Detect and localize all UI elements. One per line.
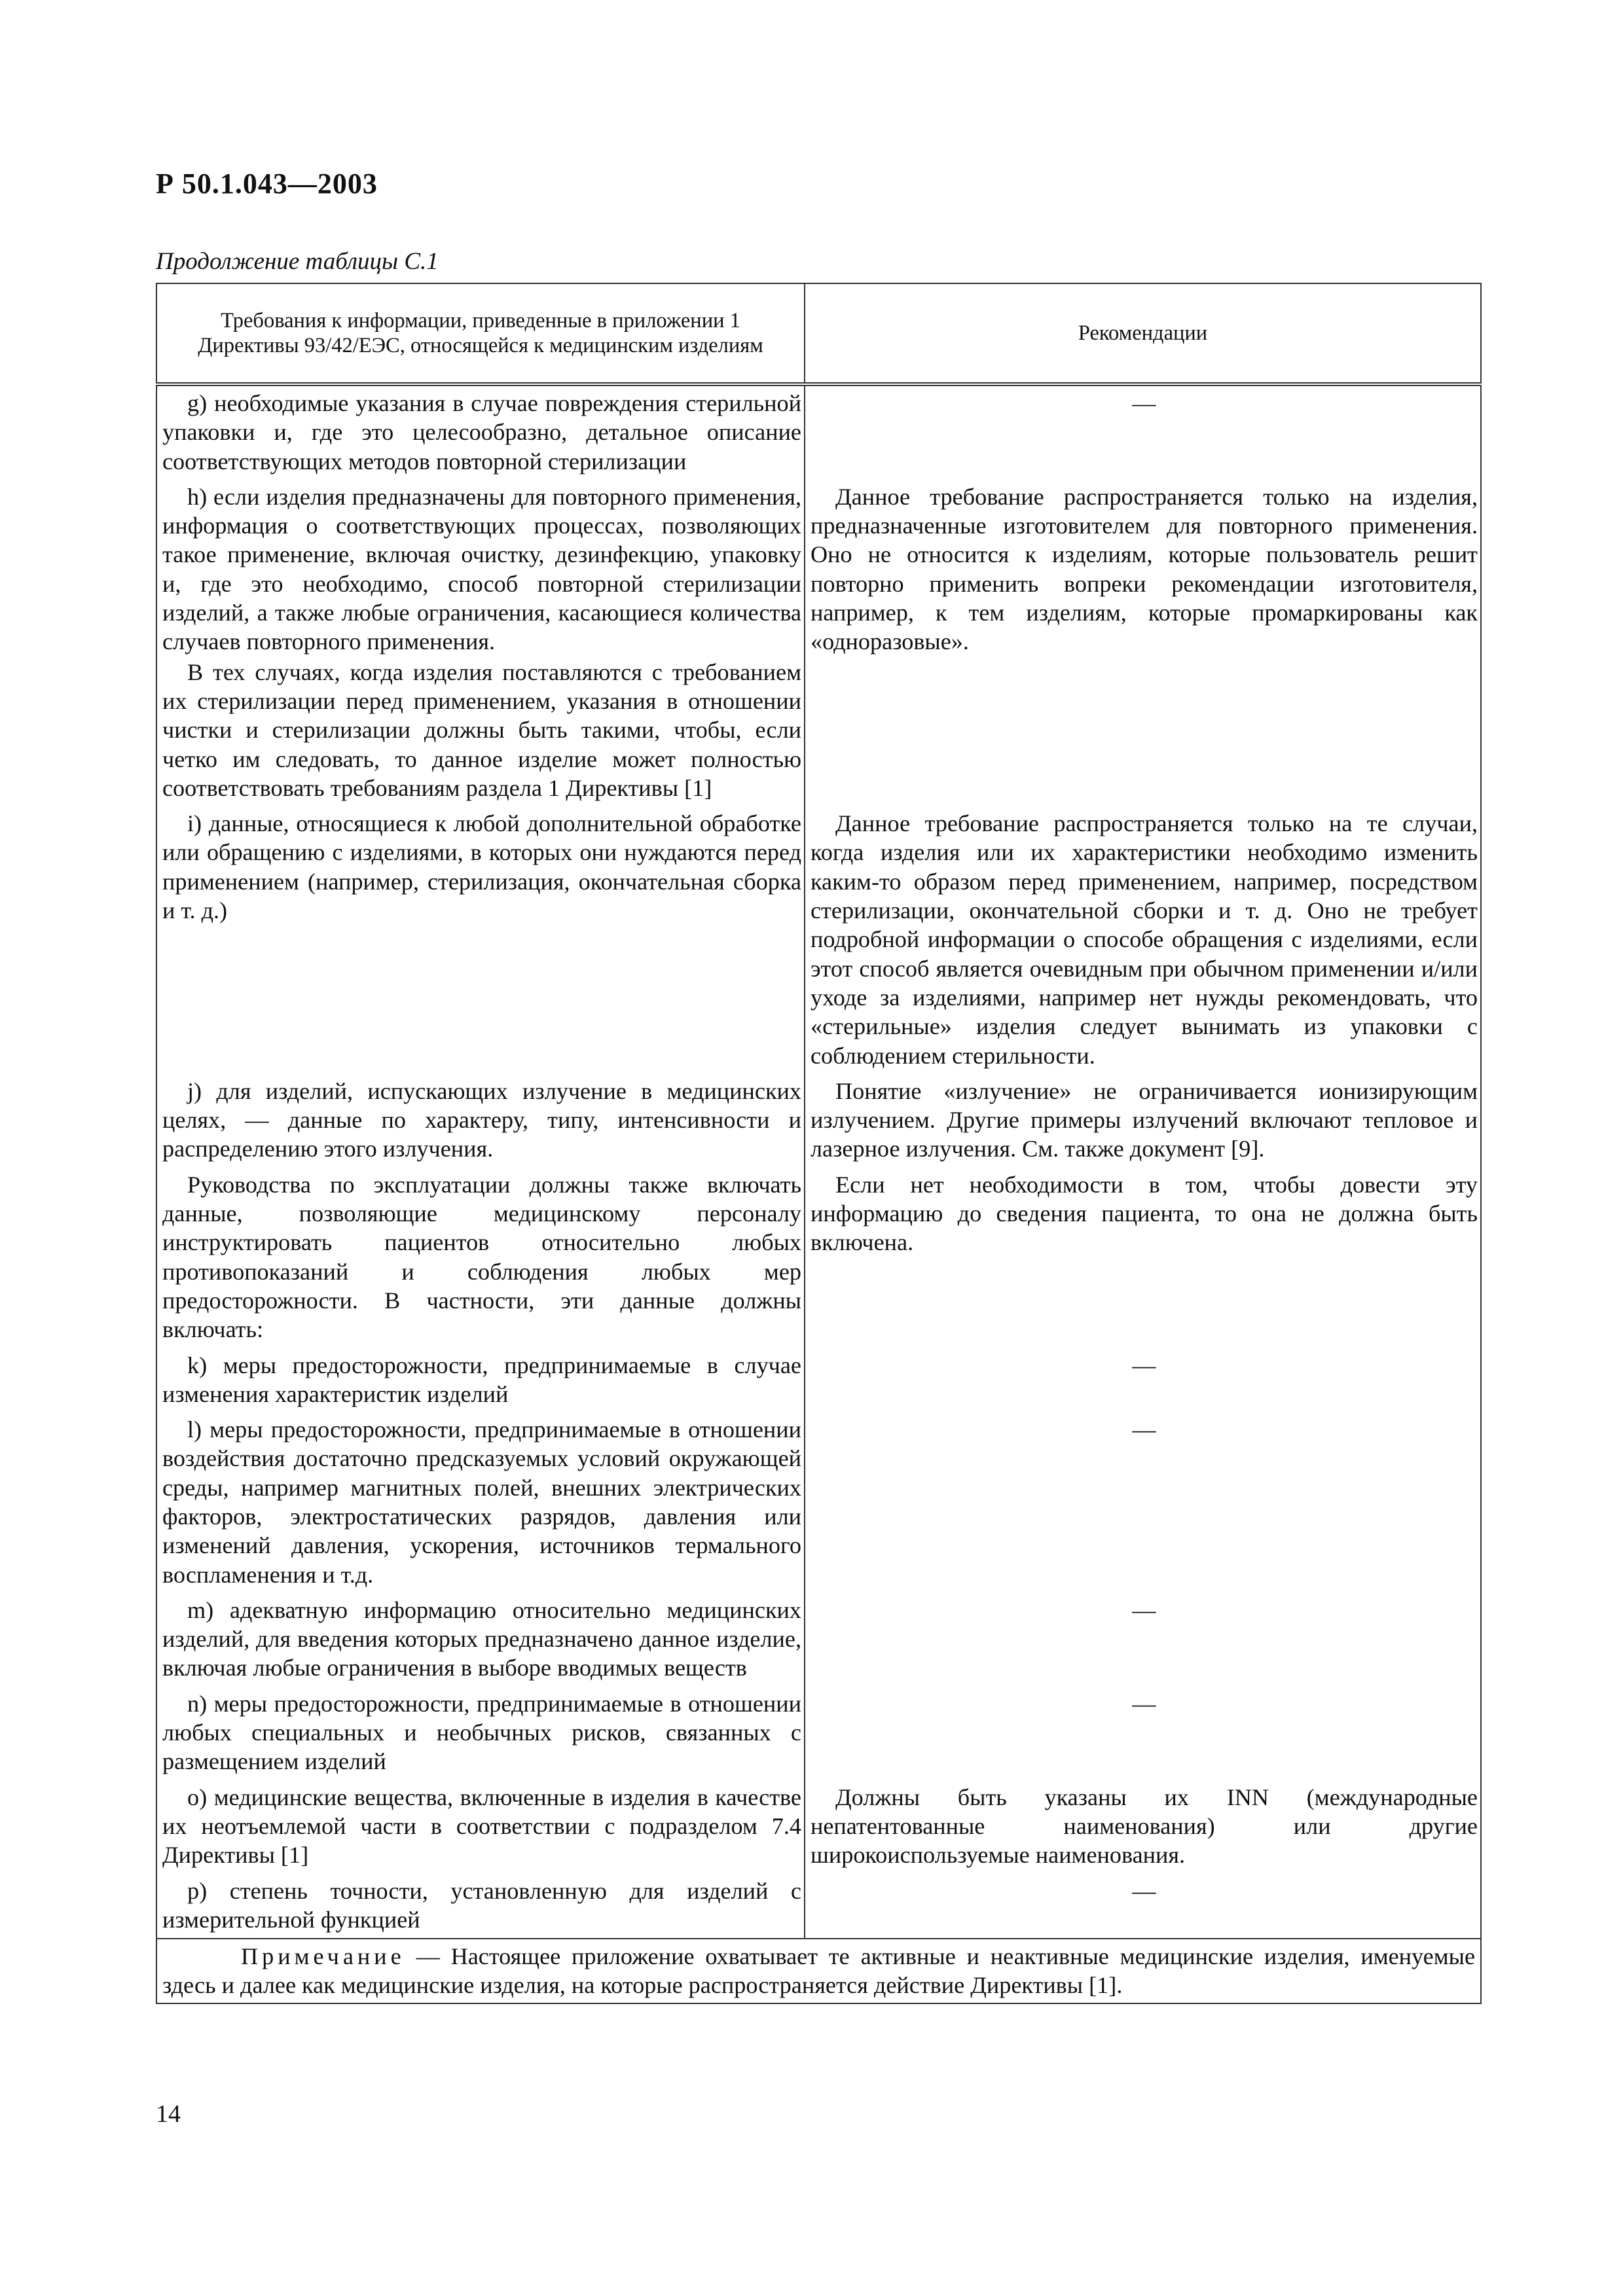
column-header-requirements: Требования к информации, приведенные в приложении 1 Директивы 93/42/ЕЭС, относящейся к медицинским изделиям [156,283,805,384]
requirement-cell [156,1168,805,1348]
requirements-table [156,283,1482,2004]
column-header-recommendations: Рекомендации [805,283,1481,384]
recommendation-text: — [1132,390,1156,416]
table-row [156,384,1481,480]
page-number: 14 [156,2100,181,2128]
recommendation-cell [805,480,1481,806]
table-row [156,1412,1481,1593]
requirement-cell [156,1593,805,1687]
requirement-cell [156,1780,805,1874]
requirement-cell [156,1074,805,1168]
recommendation-text: Понятие «излучение» не ограничивается ионизирующим излучением. Другие примеры излучений включают тепловое и лазерное излучения. См. также документ [9]. [811,1077,1478,1162]
recommendation-cell [805,1780,1481,1874]
recommendation-text: Данное требование распространяется только на те случаи, когда изделия или их характеристики необходимо изменить каким-то образом перед применением, например, посредством стерилизации, окончательной сборки и т. д. Оно не требует подробной информации о способе обращения с изделиями, если этот способ является очевидным при обычном применении и/или уходе за изделиями, например нет нужды рекомендовать, что «стерильные» изделия следует вынимать из упаковки с соблюдением стерильности. [811,810,1478,1069]
table-row [156,806,1481,1074]
recommendation-cell [805,1074,1481,1168]
requirement-text: l) меры предосторожности, предпринимаемые в отношении воздействия достаточно предсказуемых условий окружающей среды, например магнитных полей, внешних электрических факторов, электростатических разрядов, давления или изменений давления, ускорения, источников термального воспламенения и т.д. [162,1416,801,1588]
table-row [156,1074,1481,1168]
requirement-cell [156,1874,805,1939]
requirement-text: k) меры предосторожности, предпринимаемые в случае изменения характеристик изделий [162,1352,801,1407]
requirement-text: Руководства по эксплуатации должны также включать данные, позволяющие медицинскому персоналу инструктировать пациентов относительно любых противопоказаний и соблюдения любых мер предосторожности. В частности, эти данные должны включать: [162,1171,801,1343]
requirement-cell [156,384,805,480]
requirement-cell [156,1687,805,1780]
table-header-row [156,283,1481,384]
table-row [156,1593,1481,1687]
recommendation-text: Должны быть указаны их INN (международные непатентованные наименования) или другие широкоиспользуемые наименования. [811,1784,1478,1869]
table-note-row [156,1939,1481,2003]
recommendation-cell [805,1412,1481,1593]
recommendation-text: — [1132,1352,1156,1378]
requirement-cell [156,1348,805,1413]
note-label: Примечание [241,1943,405,1970]
recommendation-text: — [1132,1596,1156,1623]
note-text: — Настоящее приложение охватывает те активные и неактивные медицинские изделия, именуемые здесь и далее как медицинские изделия, на которые распространяется действие Директивы [1]. [162,1943,1476,1999]
recommendation-text: — [1132,1877,1156,1904]
requirement-cell [156,1412,805,1593]
table-row [156,1168,1481,1348]
requirement-text: h) если изделия предназначены для повторного применения, информация о соответствующих процессах, позволяющих такое применение, включая очистку, дезинфекцию, упаковку и, где это необходимо, способ повторной стерилизации изделий, а также любые ограничения, касающиеся количества случаев повторного применения. [162,483,801,655]
requirement-text: g) необходимые указания в случае повреждения стерильной упаковки и, где это целесообразно, детальное описание соответствующих методов повторной стерилизации [162,390,801,475]
requirement-text: m) адекватную информацию относительно медицинских изделий, для введения которых предназначено данное изделие, включая любые ограничения в выборе вводимых веществ [162,1596,801,1681]
requirement-text: i) данные, относящиеся к любой дополнительной обработке или обращению с изделиями, в которых они нуждаются перед применением (например, стерилизация, окончательная сборка и т. д.) [162,810,801,924]
table-row [156,1687,1481,1780]
recommendation-text: Данное требование распространяется только на изделия, предназначенные изготовителем для повторного применения. Оно не относится к изделиям, которые пользователь решит повторно применить вопреки рекомендации изготовителя, например, к тем изделиям, которые промаркированы как «одноразовые». [811,483,1478,655]
table-row [156,1348,1481,1413]
recommendation-cell [805,1874,1481,1939]
recommendation-text: — [1132,1690,1156,1717]
requirement-text: o) медицинские вещества, включенные в изделия в качестве их неотъемлемой части в соответствии с подразделом 7.4 Директивы [1] [162,1784,801,1869]
recommendation-cell [805,1687,1481,1780]
requirement-text: j) для изделий, испускающих излучение в медицинских целях, — данные по характеру, типу, интенсивности и распределению этого излучения. [162,1077,801,1162]
recommendation-text: Если нет необходимости в том, чтобы довести эту информацию до сведения пациента, то она не должна быть включена. [811,1171,1478,1256]
requirement-cell [156,480,805,806]
table-caption: Продолжение таблицы С.1 [156,248,439,275]
table-note [156,1939,1481,2003]
document-code: Р 50.1.043—2003 [156,168,378,200]
requirement-text: p) степень точности, установленную для изделий с измерительной функцией [162,1877,801,1933]
recommendation-cell [805,1168,1481,1348]
requirement-text: n) меры предосторожности, предпринимаемые в отношении любых специальных и необычных рисков, связанных с размещением изделий [162,1690,801,1775]
recommendation-text: — [1132,1416,1156,1443]
requirement-cell [156,806,805,1074]
recommendation-cell [805,1593,1481,1687]
recommendation-cell [805,384,1481,480]
requirement-text: В тех случаях, когда изделия поставляются с требованием их стерилизации перед применением, указания в отношении чистки и стерилизации должны быть такими, чтобы, если четко им следовать, то данное изделие может полностью соответствовать требованиям раздела 1 Директивы [1] [162,658,801,801]
table-row [156,480,1481,806]
table-row [156,1780,1481,1874]
table-row [156,1874,1481,1939]
recommendation-cell [805,806,1481,1074]
recommendation-cell [805,1348,1481,1413]
